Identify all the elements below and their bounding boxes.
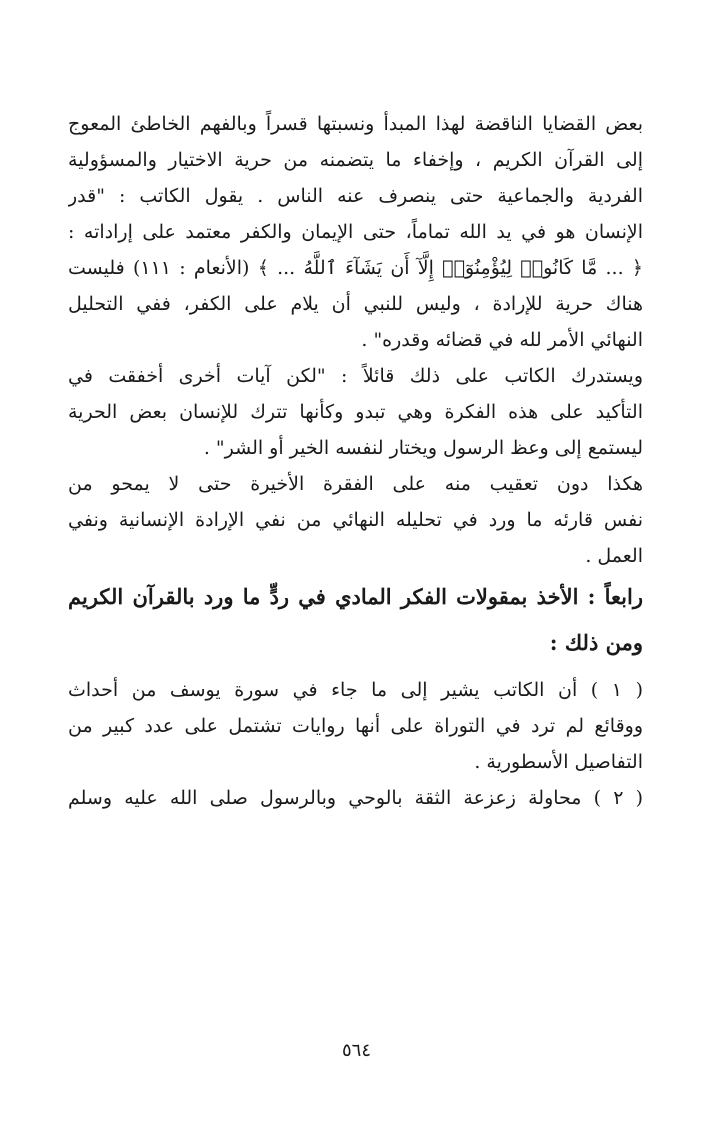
paragraph bbox=[68, 106, 643, 358]
paragraph bbox=[68, 358, 643, 466]
text-line: بعض القضايا الناقضة لهذا المبدأ ونسبتها قسراً وبالفهم الخاطئ المعوج bbox=[68, 113, 643, 135]
text-line: التفاصيل الأسطورية . bbox=[474, 751, 643, 773]
page-number: ٥٦٤ bbox=[341, 1040, 371, 1061]
quran-verse-line: ﴿ ... مَّا كَانُوا۟ لِيُؤْمِنُوٓا۟ إِلَّآ أَن يَشَآءَ ٱللَّهُ ... ﴾ (الأنعام : ١١١) فليست bbox=[68, 257, 643, 279]
text-line: هكذا دون تعقيب منه على الفقرة الأخيرة حتى لا يمحو من bbox=[68, 473, 643, 495]
text-line: ووقائع لم ترد في التوراة على أنها روايات تشتمل على عدد كبير من bbox=[68, 715, 643, 737]
text-line: التأكيد على هذه الفكرة وهي تبدو وكأنها تترك للإنسان بعض الحرية bbox=[68, 401, 643, 423]
text-line: نفس قارئه ما ورد في تحليله النهائي من نفي الإرادة الإنسانية ونفي bbox=[68, 509, 643, 531]
text-line: ليستمع إلى وعظ الرسول ويختار لنفسه الخير أو الشر" . bbox=[203, 437, 643, 459]
section-heading-line: رابعاً : الأخذ بمقولات الفكر المادي في ردٍّ ما ورد بالقرآن الكريم bbox=[68, 584, 643, 609]
text-line: الفردية والجماعية حتى ينصرف عنه الناس . يقول الكاتب : "قدر bbox=[68, 185, 643, 207]
text-line: إلى القرآن الكريم ، وإخفاء ما يتضمنه من حرية الاختيار والمسؤولية bbox=[68, 149, 643, 171]
document-body bbox=[68, 106, 643, 816]
section-heading bbox=[68, 574, 643, 666]
text-line: ويستدرك الكاتب على ذلك قائلاً : "لكن آيات أخرى أخفقت في bbox=[68, 365, 643, 387]
text-line: ( ١ ) أن الكاتب يشير إلى ما جاء في سورة يوسف من أحداث bbox=[68, 679, 643, 701]
text-line: العمل . bbox=[585, 545, 643, 567]
text-line: النهائي الأمر لله في قضائه وقدره" . bbox=[361, 329, 643, 351]
paragraph bbox=[68, 466, 643, 574]
text-line: هناك حرية للإرادة ، وليس للنبي أن يلام على الكفر، ففي التحليل bbox=[68, 293, 643, 315]
list-item bbox=[68, 672, 643, 780]
list-item bbox=[68, 780, 643, 816]
section-heading-line: ومن ذلك : bbox=[549, 630, 643, 655]
text-line: ( ٢ ) محاولة زعزعة الثقة بالوحي وبالرسول صلى الله عليه وسلم bbox=[68, 787, 643, 809]
text-line: الإنسان هو في يد الله تماماً، حتى الإيمان والكفر معتمد على إراداته : bbox=[68, 221, 643, 243]
